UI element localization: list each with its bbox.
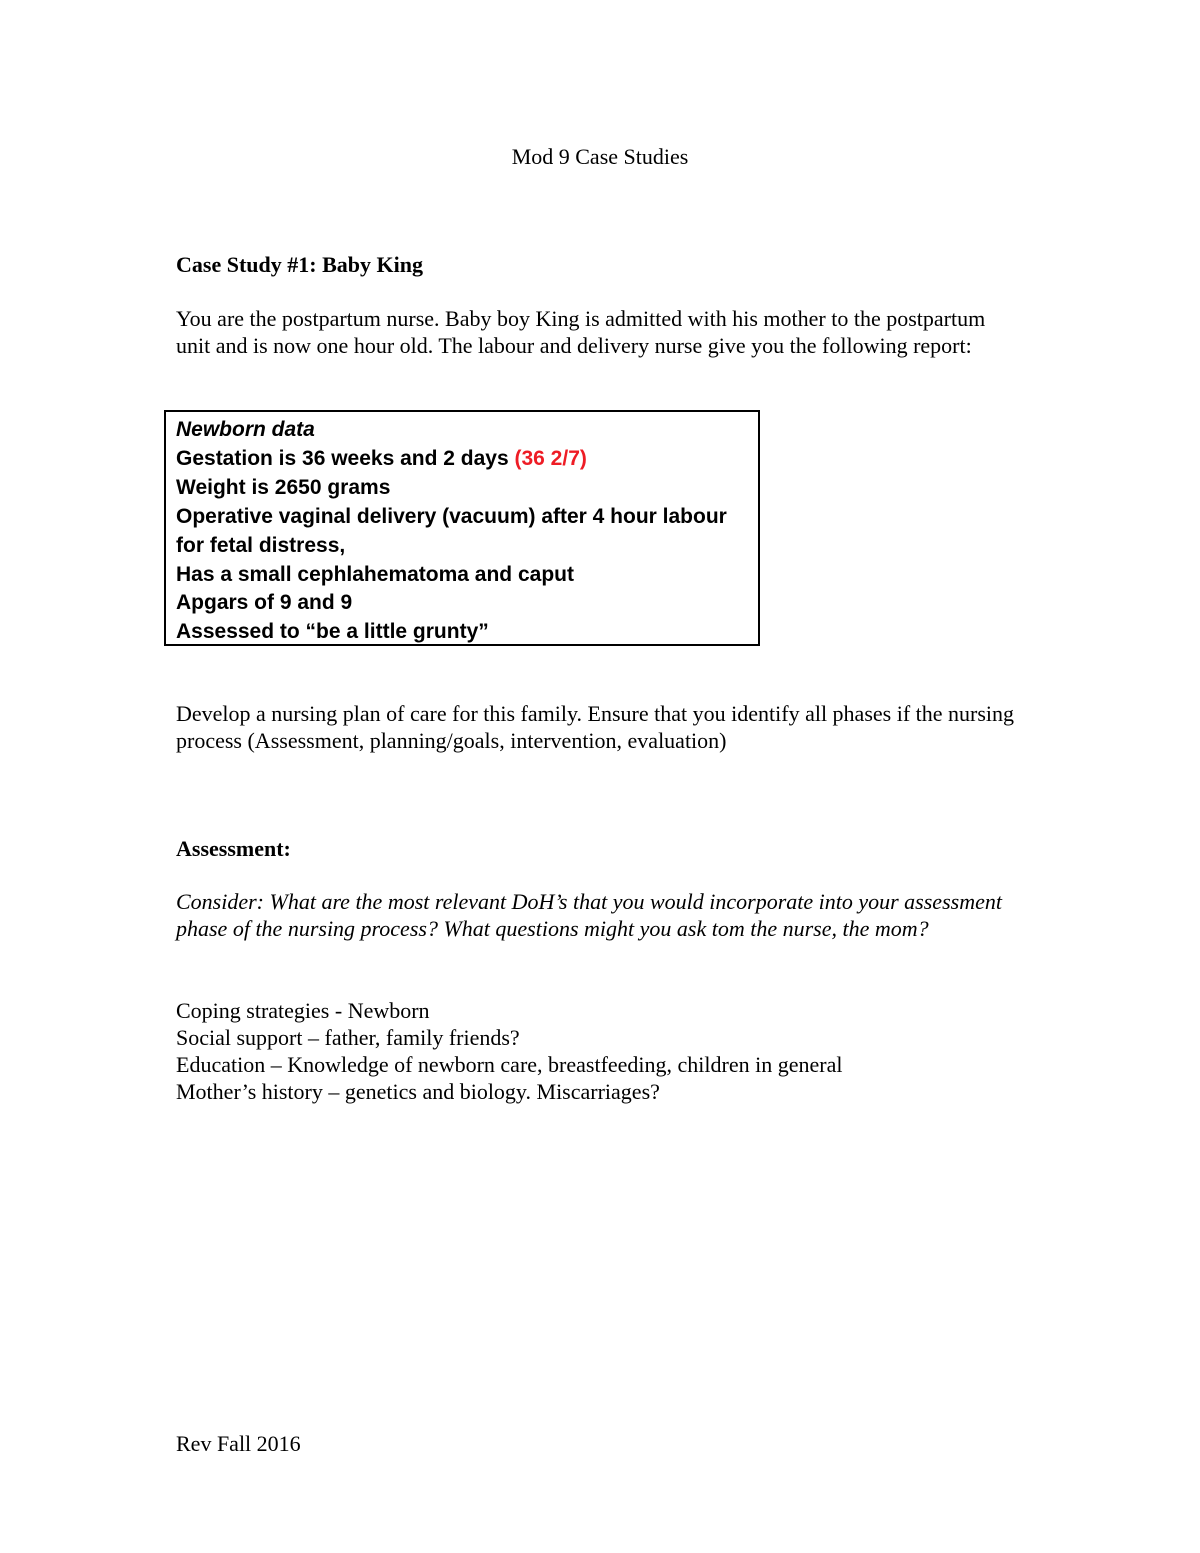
case-intro-paragraph: You are the postpartum nurse. Baby boy King is admitted with his mother to the postpartum unit and is now one hour old. The labour and delivery nurse give you the following report: [176,306,986,358]
note-mothers-history: Mother’s history – genetics and biology. Miscarriages? [176,1079,660,1104]
delivery-line: Operative vaginal delivery (vacuum) after 4 hour labour for fetal distress, [176,504,727,557]
case-study-heading: Case Study #1: Baby King [176,252,423,277]
weight-line: Weight is 2650 grams [176,475,391,499]
newborn-data-box [164,410,760,646]
gestation-text: Gestation is 36 weeks and 2 days [176,446,515,470]
cephalhematoma-line: Has a small cephlahematoma and caput [176,562,574,586]
apgars-line: Apgars of 9 and 9 [176,591,353,615]
note-social-support: Social support – father, family friends? [176,1025,520,1050]
gestation-line [176,445,748,474]
note-coping-strategies: Coping strategies - Newborn [176,998,430,1023]
assessment-heading: Assessment: [176,836,291,861]
gestation-highlight: (36 2/7) [514,446,587,470]
document-title: Mod 9 Case Studies [511,144,689,169]
note-education: Education – Knowledge of newborn care, breastfeeding, children in general [176,1052,843,1077]
develop-plan-instruction: Develop a nursing plan of care for this family. Ensure that you identify all phases if the nursing process (Assessment, planning/goals, intervention, evaluation) [176,701,1015,753]
newborn-data-heading: Newborn data [176,418,315,441]
consider-prompt: Consider: What are the most relevant DoH’s that you would incorporate into your assessment phase of the nursing process? What questions might you ask tom the nurse, the mom? [176,889,1002,941]
revision-footer: Rev Fall 2016 [176,1431,301,1456]
assessed-line: Assessed to “be a little grunty” [176,620,489,644]
assessment-notes [176,997,842,1105]
